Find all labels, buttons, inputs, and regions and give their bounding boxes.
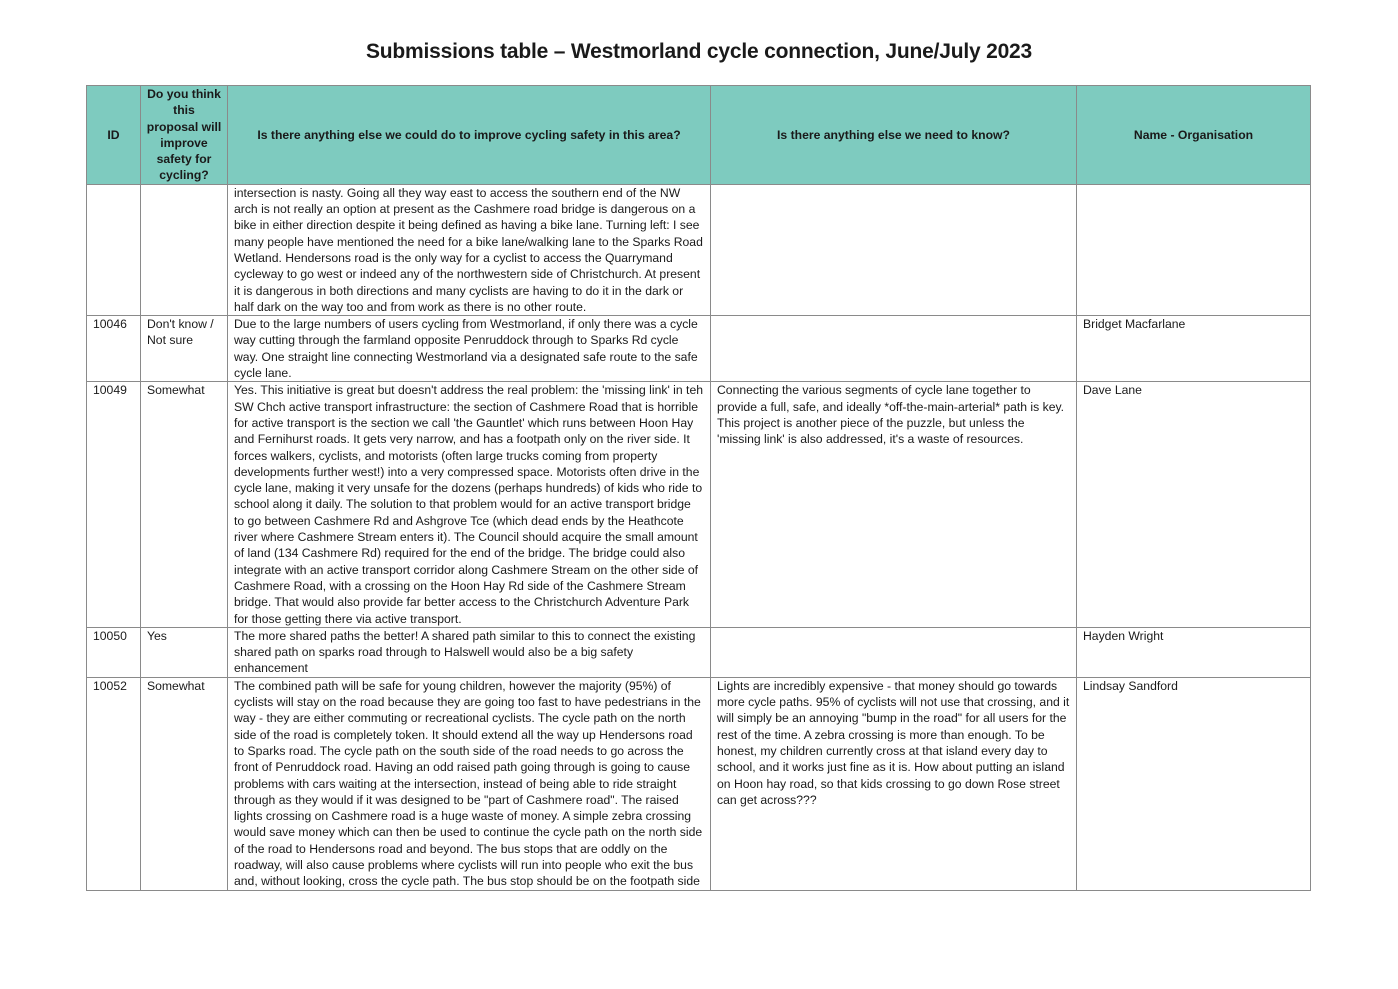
- header-improve: Is there anything else we could do to improve cycling safety in this area?: [228, 86, 711, 185]
- table-row: [87, 627, 1311, 677]
- cell-safety: [141, 184, 228, 315]
- header-name: Name - Organisation: [1077, 86, 1311, 185]
- cell-improve: Yes. This initiative is great but doesn't address the real problem: the 'missing link' in teh SW Chch active transport infrastructure: the section of Cashmere Road that is horrible for active transport is the section we call 'the Gauntlet' which runs between Hoon Hay and Fernihurst roads. It gets very narrow, and has a footpath only on the river side. It forces walkers, cyclists, and motorists (often large trucks coming from property developments further west!) into a very compressed space. Motorists often drive in the cycle lane, making it very unsafe for the dozens (perhaps hundreds) of kids who ride to school along it daily. The solution to that problem would for an active transport bridge to go between Cashmere Rd and Ashgrove Tce (which dead ends by the Heathcote river where Cashmere Stream enters it). The Council should acquire the small amount of land (134 Cashmere Rd) required for the end of the bridge. The bridge could also integrate with an active transport corridor along Cashmere Stream on the other side of Cashmere Road, with a crossing on the Hoon Hay Rd side of the Cashmere Stream bridge. That would also provide far better access to the Christchurch Adventure Park for those getting there via active transport.: [228, 382, 711, 627]
- cell-know: [711, 627, 1077, 677]
- table-header-row: [87, 86, 1311, 185]
- cell-id: 10050: [87, 627, 141, 677]
- cell-know: [711, 184, 1077, 315]
- table-row: [87, 677, 1311, 890]
- cell-safety: Somewhat: [141, 677, 228, 890]
- cell-id: 10049: [87, 382, 141, 627]
- cell-know: [711, 316, 1077, 382]
- cell-name: Lindsay Sandford: [1077, 677, 1311, 890]
- cell-improve: The combined path will be safe for young children, however the majority (95%) of cyclists will stay on the road because they are going too fast to have pedestrians in the way - they are either commuting or recreational cyclists. The cycle path on the north side of the road is completely token. It should extend all the way up Hendersons road to Sparks road. The cycle path on the south side of the road needs to go across the front of Penruddock road. Having an odd raised path going through is going to cause problems with cars waiting at the intersection, instead of being able to ride straight through as they would if it was designed to be "part of Cashmere road". The raised lights crossing on Cashmere road is a huge waste of money. A simple zebra crossing would save money which can then be used to continue the cycle path on the north side of the road to Hendersons road and beyond. The bus stops that are oddly on the roadway, will also cause problems where cyclists will run into people who exit the bus and, without looking, cross the cycle path. The bus stop should be on the footpath side: [228, 677, 711, 890]
- cell-id: 10052: [87, 677, 141, 890]
- cell-name: Dave Lane: [1077, 382, 1311, 627]
- header-know: Is there anything else we need to know?: [711, 86, 1077, 185]
- table-row: [87, 382, 1311, 627]
- cell-improve: Due to the large numbers of users cycling from Westmorland, if only there was a cycle way cutting through the farmland opposite Penruddock through to Sparks Rd cycle way. One straight line connecting Westmorland via a designated safe route to the safe cycle lane.: [228, 316, 711, 382]
- cell-know: Lights are incredibly expensive - that money should go towards more cycle paths. 95% of cyclists will not use that crossing, and it will simply be an annoying "bump in the road" for all users for the rest of the time. A zebra crossing is more than enough. To be honest, my children currently cross at that island every day to school, and it works just fine as it is. How about putting an island on Hoon hay road, so that kids crossing to go down Rose street can get across???: [711, 677, 1077, 890]
- header-safety: Do you think this proposal will improve safety for cycling?: [141, 86, 228, 185]
- cell-id: 10046: [87, 316, 141, 382]
- page-title: Submissions table – Westmorland cycle connection, June/July 2023: [365, 40, 1033, 63]
- cell-safety: Don't know / Not sure: [141, 316, 228, 382]
- cell-name: Bridget Macfarlane: [1077, 316, 1311, 382]
- header-id: ID: [87, 86, 141, 185]
- cell-name: [1077, 184, 1311, 315]
- cell-improve: The more shared paths the better! A shared path similar to this to connect the existing shared path on sparks road through to Halswell would also be a big safety enhancement: [228, 627, 711, 677]
- submissions-table: [86, 85, 1311, 891]
- cell-improve: intersection is nasty. Going all they way east to access the southern end of the NW arch is not really an option at present as the Cashmere road bridge is dangerous on a bike in either direction despite it being defined as having a bike lane. Turning left: I see many people have mentioned the need for a bike lane/walking lane to the Sparks Road Wetland. Hendersons road is the only way for a cyclist to access the Quarrymand cycleway to go west or indeed any of the northwestern side of Christchurch. At present it is dangerous in both directions and many cyclists are having to do it in the dark or half dark on the way too and from work as there is no other route.: [228, 184, 711, 315]
- table-row: [87, 184, 1311, 315]
- cell-safety: Yes: [141, 627, 228, 677]
- cell-name: Hayden Wright: [1077, 627, 1311, 677]
- cell-id: [87, 184, 141, 315]
- table-row: [87, 316, 1311, 382]
- cell-safety: Somewhat: [141, 382, 228, 627]
- cell-know: Connecting the various segments of cycle lane together to provide a full, safe, and ideally *off-the-main-arterial* path is key. This project is another piece of the puzzle, but unless the 'missing link' is also addressed, it's a waste of resources.: [711, 382, 1077, 627]
